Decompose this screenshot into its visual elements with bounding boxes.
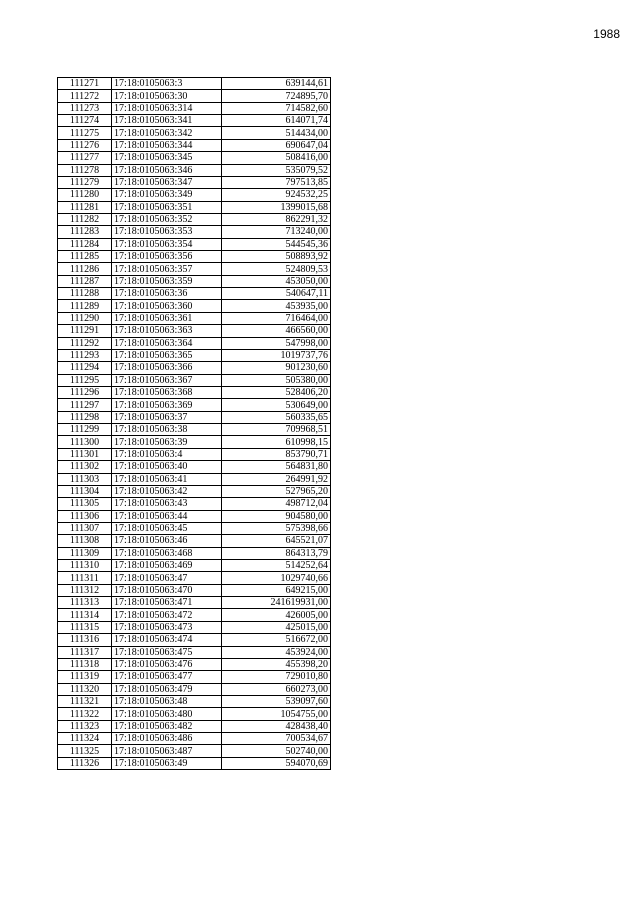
table-row <box>58 547 331 559</box>
table-row <box>58 102 331 114</box>
row-number-cell: 111320 <box>58 683 112 695</box>
cadastral-number-cell: 17:18:0105063:475 <box>112 646 222 658</box>
cadastral-value-table <box>57 77 331 770</box>
table-row <box>58 312 331 324</box>
cadastral-value-cell: 724895,70 <box>222 90 331 102</box>
cadastral-number-cell: 17:18:0105063:359 <box>112 275 222 287</box>
row-number-cell: 111311 <box>58 572 112 584</box>
table-row <box>58 362 331 374</box>
cadastral-value-cell: 649215,00 <box>222 584 331 596</box>
row-number-cell: 111324 <box>58 733 112 745</box>
table-row <box>58 609 331 621</box>
cadastral-value-cell: 594070,69 <box>222 757 331 769</box>
cadastral-value-cell: 700534,67 <box>222 733 331 745</box>
row-number-cell: 111283 <box>58 226 112 238</box>
cadastral-value-cell: 716464,00 <box>222 312 331 324</box>
cadastral-number-cell: 17:18:0105063:366 <box>112 362 222 374</box>
cadastral-value-cell: 690647,04 <box>222 139 331 151</box>
table-row <box>58 448 331 460</box>
cadastral-number-cell: 17:18:0105063:40 <box>112 461 222 473</box>
cadastral-number-cell: 17:18:0105063:351 <box>112 201 222 213</box>
row-number-cell: 111323 <box>58 720 112 732</box>
cadastral-value-cell: 502740,00 <box>222 745 331 757</box>
cadastral-value-cell: 547998,00 <box>222 337 331 349</box>
cadastral-value-cell: 1029740,66 <box>222 572 331 584</box>
row-number-cell: 111285 <box>58 251 112 263</box>
table-row <box>58 251 331 263</box>
cadastral-value-cell: 924532,25 <box>222 189 331 201</box>
cadastral-number-cell: 17:18:0105063:363 <box>112 325 222 337</box>
table-row <box>58 498 331 510</box>
table-row <box>58 238 331 250</box>
table-row <box>58 510 331 522</box>
table-row <box>58 337 331 349</box>
table-row <box>58 325 331 337</box>
cadastral-value-cell: 466560,00 <box>222 325 331 337</box>
table-row <box>58 535 331 547</box>
cadastral-value-cell: 729010,80 <box>222 671 331 683</box>
row-number-cell: 111271 <box>58 78 112 90</box>
row-number-cell: 111277 <box>58 152 112 164</box>
cadastral-value-cell: 530649,00 <box>222 399 331 411</box>
cadastral-value-cell: 508416,00 <box>222 152 331 164</box>
row-number-cell: 111276 <box>58 139 112 151</box>
table-row <box>58 720 331 732</box>
cadastral-value-cell: 528406,20 <box>222 386 331 398</box>
cadastral-number-cell: 17:18:0105063:341 <box>112 115 222 127</box>
cadastral-value-cell: 425015,00 <box>222 621 331 633</box>
cadastral-value-cell: 514434,00 <box>222 127 331 139</box>
cadastral-value-cell: 453924,00 <box>222 646 331 658</box>
table-row <box>58 584 331 596</box>
row-number-cell: 111306 <box>58 510 112 522</box>
cadastral-value-cell: 241619931,00 <box>222 597 331 609</box>
table-row <box>58 634 331 646</box>
cadastral-number-cell: 17:18:0105063:47 <box>112 572 222 584</box>
table-row <box>58 139 331 151</box>
table-row <box>58 374 331 386</box>
table-row <box>58 201 331 213</box>
cadastral-number-cell: 17:18:0105063:365 <box>112 349 222 361</box>
row-number-cell: 111325 <box>58 745 112 757</box>
cadastral-number-cell: 17:18:0105063:480 <box>112 708 222 720</box>
table-row <box>58 708 331 720</box>
cadastral-number-cell: 17:18:0105063:346 <box>112 164 222 176</box>
cadastral-value-cell: 428438,40 <box>222 720 331 732</box>
cadastral-value-cell: 535079,52 <box>222 164 331 176</box>
row-number-cell: 111297 <box>58 399 112 411</box>
row-number-cell: 111312 <box>58 584 112 596</box>
table-row <box>58 424 331 436</box>
cadastral-value-cell: 862291,32 <box>222 213 331 225</box>
cadastral-value-cell: 714582,60 <box>222 102 331 114</box>
cadastral-number-cell: 17:18:0105063:354 <box>112 238 222 250</box>
cadastral-value-cell: 514252,64 <box>222 560 331 572</box>
cadastral-number-cell: 17:18:0105063:3 <box>112 78 222 90</box>
table-row <box>58 78 331 90</box>
row-number-cell: 111321 <box>58 695 112 707</box>
cadastral-number-cell: 17:18:0105063:345 <box>112 152 222 164</box>
row-number-cell: 111314 <box>58 609 112 621</box>
table-row <box>58 745 331 757</box>
table-row <box>58 733 331 745</box>
table-row <box>58 646 331 658</box>
cadastral-value-cell: 453050,00 <box>222 275 331 287</box>
table-row <box>58 411 331 423</box>
row-number-cell: 111289 <box>58 300 112 312</box>
cadastral-value-cell: 539097,60 <box>222 695 331 707</box>
row-number-cell: 111293 <box>58 349 112 361</box>
row-number-cell: 111308 <box>58 535 112 547</box>
row-number-cell: 111292 <box>58 337 112 349</box>
table-row <box>58 658 331 670</box>
row-number-cell: 111315 <box>58 621 112 633</box>
table-row <box>58 461 331 473</box>
table-row <box>58 522 331 534</box>
cadastral-value-cell: 264991,92 <box>222 473 331 485</box>
cadastral-number-cell: 17:18:0105063:49 <box>112 757 222 769</box>
cadastral-number-cell: 17:18:0105063:470 <box>112 584 222 596</box>
cadastral-value-cell: 426005,00 <box>222 609 331 621</box>
table-row <box>58 683 331 695</box>
cadastral-number-cell: 17:18:0105063:364 <box>112 337 222 349</box>
cadastral-number-cell: 17:18:0105063:48 <box>112 695 222 707</box>
cadastral-value-cell: 524809,53 <box>222 263 331 275</box>
table-row <box>58 386 331 398</box>
table-row <box>58 213 331 225</box>
row-number-cell: 111318 <box>58 658 112 670</box>
cadastral-number-cell: 17:18:0105063:361 <box>112 312 222 324</box>
cadastral-number-cell: 17:18:0105063:472 <box>112 609 222 621</box>
cadastral-number-cell: 17:18:0105063:314 <box>112 102 222 114</box>
table-row <box>58 597 331 609</box>
row-number-cell: 111317 <box>58 646 112 658</box>
cadastral-number-cell: 17:18:0105063:4 <box>112 448 222 460</box>
cadastral-value-cell: 709968,51 <box>222 424 331 436</box>
table-row <box>58 757 331 769</box>
cadastral-number-cell: 17:18:0105063:45 <box>112 522 222 534</box>
page-number: 1988 <box>593 27 620 41</box>
cadastral-number-cell: 17:18:0105063:486 <box>112 733 222 745</box>
cadastral-value-cell: 508893,92 <box>222 251 331 263</box>
row-number-cell: 111278 <box>58 164 112 176</box>
cadastral-number-cell: 17:18:0105063:468 <box>112 547 222 559</box>
row-number-cell: 111273 <box>58 102 112 114</box>
cadastral-number-cell: 17:18:0105063:479 <box>112 683 222 695</box>
cadastral-value-cell: 1399015,68 <box>222 201 331 213</box>
cadastral-number-cell: 17:18:0105063:42 <box>112 485 222 497</box>
row-number-cell: 111305 <box>58 498 112 510</box>
cadastral-value-cell: 660273,00 <box>222 683 331 695</box>
cadastral-value-cell: 614071,74 <box>222 115 331 127</box>
cadastral-number-cell: 17:18:0105063:37 <box>112 411 222 423</box>
table-row <box>58 695 331 707</box>
row-number-cell: 111316 <box>58 634 112 646</box>
cadastral-value-cell: 575398,66 <box>222 522 331 534</box>
cadastral-value-cell: 505380,00 <box>222 374 331 386</box>
cadastral-value-cell: 864313,79 <box>222 547 331 559</box>
cadastral-value-cell: 904580,00 <box>222 510 331 522</box>
table-row <box>58 572 331 584</box>
cadastral-value-cell: 498712,04 <box>222 498 331 510</box>
cadastral-value-cell: 527965,20 <box>222 485 331 497</box>
table-row <box>58 671 331 683</box>
row-number-cell: 111287 <box>58 275 112 287</box>
table-row <box>58 226 331 238</box>
table-row <box>58 115 331 127</box>
row-number-cell: 111294 <box>58 362 112 374</box>
cadastral-number-cell: 17:18:0105063:477 <box>112 671 222 683</box>
cadastral-number-cell: 17:18:0105063:360 <box>112 300 222 312</box>
cadastral-number-cell: 17:18:0105063:41 <box>112 473 222 485</box>
row-number-cell: 111291 <box>58 325 112 337</box>
cadastral-number-cell: 17:18:0105063:487 <box>112 745 222 757</box>
row-number-cell: 111272 <box>58 90 112 102</box>
cadastral-number-cell: 17:18:0105063:367 <box>112 374 222 386</box>
cadastral-number-cell: 17:18:0105063:349 <box>112 189 222 201</box>
row-number-cell: 111302 <box>58 461 112 473</box>
row-number-cell: 111304 <box>58 485 112 497</box>
cadastral-value-cell: 455398,20 <box>222 658 331 670</box>
cadastral-value-cell: 1019737,76 <box>222 349 331 361</box>
table-row <box>58 288 331 300</box>
row-number-cell: 111284 <box>58 238 112 250</box>
cadastral-number-cell: 17:18:0105063:44 <box>112 510 222 522</box>
row-number-cell: 111282 <box>58 213 112 225</box>
table-row <box>58 90 331 102</box>
cadastral-number-cell: 17:18:0105063:476 <box>112 658 222 670</box>
cadastral-value-cell: 639144,61 <box>222 78 331 90</box>
row-number-cell: 111281 <box>58 201 112 213</box>
table-row <box>58 560 331 572</box>
row-number-cell: 111303 <box>58 473 112 485</box>
cadastral-value-cell: 853790,71 <box>222 448 331 460</box>
cadastral-number-cell: 17:18:0105063:471 <box>112 597 222 609</box>
table-row <box>58 275 331 287</box>
row-number-cell: 111326 <box>58 757 112 769</box>
cadastral-number-cell: 17:18:0105063:342 <box>112 127 222 139</box>
cadastral-number-cell: 17:18:0105063:46 <box>112 535 222 547</box>
cadastral-number-cell: 17:18:0105063:353 <box>112 226 222 238</box>
row-number-cell: 111313 <box>58 597 112 609</box>
table-row <box>58 263 331 275</box>
cadastral-value-cell: 564831,80 <box>222 461 331 473</box>
row-number-cell: 111279 <box>58 176 112 188</box>
cadastral-number-cell: 17:18:0105063:39 <box>112 436 222 448</box>
row-number-cell: 111299 <box>58 424 112 436</box>
table-row <box>58 176 331 188</box>
cadastral-value-cell: 901230,60 <box>222 362 331 374</box>
cadastral-number-cell: 17:18:0105063:352 <box>112 213 222 225</box>
table-row <box>58 189 331 201</box>
cadastral-value-cell: 544545,36 <box>222 238 331 250</box>
table-body <box>58 78 331 770</box>
row-number-cell: 111290 <box>58 312 112 324</box>
row-number-cell: 111309 <box>58 547 112 559</box>
row-number-cell: 111310 <box>58 560 112 572</box>
table-row <box>58 621 331 633</box>
table-row <box>58 349 331 361</box>
cadastral-number-cell: 17:18:0105063:344 <box>112 139 222 151</box>
table-row <box>58 399 331 411</box>
row-number-cell: 111274 <box>58 115 112 127</box>
cadastral-number-cell: 17:18:0105063:474 <box>112 634 222 646</box>
cadastral-number-cell: 17:18:0105063:43 <box>112 498 222 510</box>
row-number-cell: 111295 <box>58 374 112 386</box>
table-row <box>58 300 331 312</box>
cadastral-number-cell: 17:18:0105063:473 <box>112 621 222 633</box>
cadastral-value-cell: 453935,00 <box>222 300 331 312</box>
table-row <box>58 127 331 139</box>
cadastral-number-cell: 17:18:0105063:38 <box>112 424 222 436</box>
row-number-cell: 111300 <box>58 436 112 448</box>
row-number-cell: 111298 <box>58 411 112 423</box>
row-number-cell: 111288 <box>58 288 112 300</box>
row-number-cell: 111322 <box>58 708 112 720</box>
row-number-cell: 111307 <box>58 522 112 534</box>
cadastral-number-cell: 17:18:0105063:469 <box>112 560 222 572</box>
cadastral-value-cell: 797513,85 <box>222 176 331 188</box>
table-row <box>58 473 331 485</box>
cadastral-number-cell: 17:18:0105063:347 <box>112 176 222 188</box>
cadastral-number-cell: 17:18:0105063:36 <box>112 288 222 300</box>
table-row <box>58 436 331 448</box>
cadastral-number-cell: 17:18:0105063:356 <box>112 251 222 263</box>
table-row <box>58 164 331 176</box>
cadastral-value-cell: 610998,15 <box>222 436 331 448</box>
row-number-cell: 111280 <box>58 189 112 201</box>
cadastral-number-cell: 17:18:0105063:368 <box>112 386 222 398</box>
row-number-cell: 111319 <box>58 671 112 683</box>
row-number-cell: 111301 <box>58 448 112 460</box>
cadastral-number-cell: 17:18:0105063:357 <box>112 263 222 275</box>
cadastral-number-cell: 17:18:0105063:482 <box>112 720 222 732</box>
cadastral-value-cell: 540647,11 <box>222 288 331 300</box>
cadastral-number-cell: 17:18:0105063:30 <box>112 90 222 102</box>
cadastral-value-cell: 516672,00 <box>222 634 331 646</box>
row-number-cell: 111296 <box>58 386 112 398</box>
cadastral-value-cell: 713240,00 <box>222 226 331 238</box>
cadastral-value-cell: 645521,07 <box>222 535 331 547</box>
cadastral-value-cell: 1054755,00 <box>222 708 331 720</box>
row-number-cell: 111286 <box>58 263 112 275</box>
cadastral-number-cell: 17:18:0105063:369 <box>112 399 222 411</box>
cadastral-value-cell: 560335,65 <box>222 411 331 423</box>
row-number-cell: 111275 <box>58 127 112 139</box>
table-row <box>58 485 331 497</box>
table-row <box>58 152 331 164</box>
